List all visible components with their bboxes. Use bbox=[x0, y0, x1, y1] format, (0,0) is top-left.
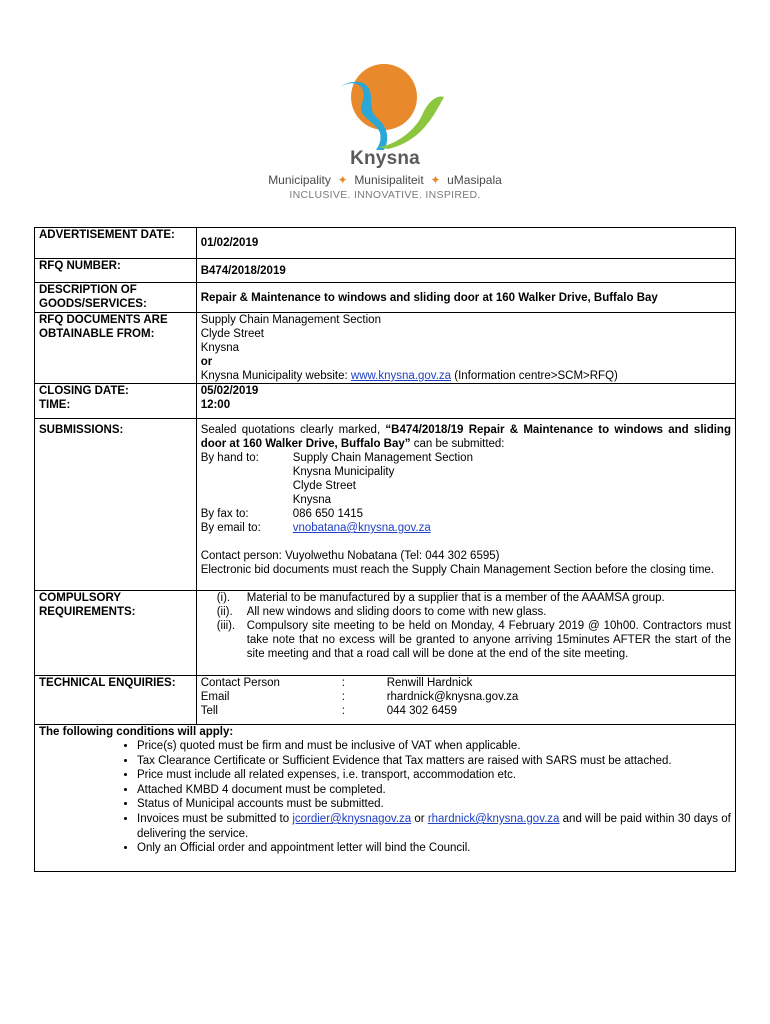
list-item: • Only an Official order and appointment letter will bind the Council. bbox=[137, 841, 731, 856]
compulsory-value bbox=[196, 591, 735, 676]
submission-email-link[interactable]: vnobatana@knysna.gov.za bbox=[292, 522, 431, 534]
rfq-number-label: RFQ NUMBER: bbox=[35, 259, 197, 283]
diamond-icon: ✦ bbox=[427, 173, 444, 187]
item-text: Compulsory site meeting to be held on Monday, 4 February 2019 @ 10h00. Contractors must take note that no excess will be granted to anyone arriving 15minutes AFTER the start of the site meeting and that a road call will be done at the end of the site meeting. bbox=[246, 620, 731, 660]
submissions-contact: Contact person: Vuyolwethu Nobatana (Tel: 044 302 6595) bbox=[200, 550, 500, 562]
list-item: • Status of Municipal accounts must be submitted. bbox=[137, 797, 731, 812]
item-number: (i). bbox=[216, 592, 231, 604]
submissions-methods bbox=[201, 451, 731, 535]
list-item: • Price(s) quoted must be firm and must be inclusive of VAT when applicable. bbox=[137, 739, 731, 754]
logo-name: Knysna bbox=[350, 148, 420, 169]
documents-or: or bbox=[200, 356, 213, 368]
technical-sep: : bbox=[341, 677, 345, 689]
closing-time-label: TIME: bbox=[39, 399, 71, 411]
submissions-intro bbox=[201, 423, 731, 451]
table-row bbox=[35, 591, 736, 676]
list-item: • Attached KMBD 4 document must be completed. bbox=[137, 783, 731, 798]
technical-phone-value: 044 302 6459 bbox=[386, 705, 458, 717]
website-link[interactable]: www.knysna.gov.za bbox=[350, 370, 452, 382]
documents-label: RFQ DOCUMENTS ARE OBTAINABLE FROM: bbox=[35, 313, 197, 384]
technical-sep: : bbox=[341, 705, 345, 717]
logo-lang-1: Municipality bbox=[268, 173, 331, 187]
hand-line: Knysna Municipality bbox=[292, 466, 395, 478]
table-row bbox=[35, 384, 736, 419]
table-row bbox=[35, 725, 736, 872]
logo-tagline: INCLUSIVE. INNOVATIVE. INSPIRED. bbox=[289, 189, 481, 201]
compulsory-list bbox=[201, 591, 731, 661]
invoice-mid: or bbox=[411, 812, 428, 825]
technical-key: Contact Person bbox=[200, 677, 280, 689]
documents-line: Knysna bbox=[200, 342, 240, 354]
list-item bbox=[216, 619, 731, 661]
closing-value bbox=[196, 384, 735, 419]
conditions-list bbox=[39, 739, 731, 856]
fax-number: 086 650 1415 bbox=[292, 508, 364, 520]
submissions-label: SUBMISSIONS: bbox=[35, 419, 197, 591]
diamond-icon: ✦ bbox=[334, 173, 351, 187]
item-text: All new windows and sliding doors to come with new glass. bbox=[246, 606, 547, 618]
item-number: (ii). bbox=[216, 606, 233, 618]
invoice-email-link-1[interactable]: jcordier@knysnagov.za bbox=[292, 812, 412, 825]
technical-grid bbox=[201, 676, 731, 718]
documents-line: Supply Chain Management Section bbox=[200, 314, 381, 326]
documents-line: Clyde Street bbox=[200, 328, 264, 340]
list-item bbox=[137, 812, 731, 841]
documents-website bbox=[201, 369, 731, 383]
table-row bbox=[35, 313, 736, 384]
technical-contact-value: Renwill Hardnick bbox=[386, 677, 473, 689]
documents-value bbox=[196, 313, 735, 384]
hand-line: Clyde Street bbox=[292, 480, 356, 492]
technical-sep: : bbox=[341, 691, 345, 703]
logo-languages bbox=[0, 173, 770, 187]
submissions-marking: “B474/2018/19 Repair & Maintenance to windows and sliding door at 160 Walker Drive, Buffalo Bay” bbox=[200, 424, 731, 450]
submissions-electronic: Electronic bid documents must reach the Supply Chain Management Section before the closing time. bbox=[200, 564, 714, 576]
list-item bbox=[216, 591, 731, 605]
hand-address bbox=[293, 451, 731, 507]
invoice-email-link-2[interactable]: rhardnick@knysna.gov.za bbox=[427, 812, 560, 825]
description-value: Repair & Maintenance to windows and sliding door at 160 Walker Drive, Buffalo Bay bbox=[196, 283, 735, 313]
logo-lang-3: uMasipala bbox=[447, 173, 502, 187]
table-row bbox=[35, 259, 736, 283]
technical-email-value: rhardnick@knysna.gov.za bbox=[386, 691, 519, 703]
rfq-table bbox=[34, 227, 736, 872]
logo-lang-2: Munisipaliteit bbox=[354, 173, 424, 187]
description-label: DESCRIPTION OF GOODS/SERVICES: bbox=[35, 283, 197, 313]
closing-date-value: 05/02/2019 bbox=[200, 385, 259, 397]
list-item: • Tax Clearance Certificate or Sufficient Evidence that Tax matters are raised with SARS must be attached. bbox=[137, 754, 731, 769]
submissions-intro-text: Sealed quotations clearly marked, bbox=[200, 424, 386, 436]
table-row bbox=[35, 419, 736, 591]
table-row bbox=[35, 676, 736, 725]
table-row bbox=[35, 283, 736, 313]
technical-key: Tell bbox=[200, 705, 218, 717]
submissions-value bbox=[196, 419, 735, 591]
conditions-cell bbox=[35, 725, 736, 872]
invoice-suffix: and will be paid within 30 days of delivering the service. bbox=[137, 812, 731, 840]
technical-label: TECHNICAL ENQUIRIES: bbox=[35, 676, 197, 725]
website-suffix: (Information centre>SCM>RFQ) bbox=[451, 370, 618, 382]
submissions-intro-end: can be submitted: bbox=[410, 438, 505, 450]
hand-line: Knysna bbox=[292, 494, 332, 506]
closing-label bbox=[35, 384, 197, 419]
technical-key: Email bbox=[200, 691, 230, 703]
closing-time-value: 12:00 bbox=[200, 399, 231, 411]
conditions-title: The following conditions will apply: bbox=[39, 726, 234, 738]
website-prefix: Knysna Municipality website: bbox=[200, 370, 351, 382]
compulsory-label: COMPULSORY REQUIREMENTS: bbox=[35, 591, 197, 676]
hand-label: By hand to: bbox=[200, 452, 259, 464]
table-row bbox=[35, 228, 736, 259]
knysna-logo bbox=[0, 55, 770, 205]
technical-value bbox=[196, 676, 735, 725]
invoice-prefix: Invoices must be submitted to bbox=[137, 812, 293, 825]
list-item bbox=[216, 605, 731, 619]
knysna-emblem-icon bbox=[318, 55, 448, 150]
rfq-number-value: B474/2018/2019 bbox=[196, 259, 735, 283]
item-number: (iii). bbox=[216, 620, 236, 632]
item-text: Material to be manufactured by a supplier that is a member of the AAAMSA group. bbox=[246, 592, 665, 604]
email-label: By email to: bbox=[200, 522, 261, 534]
fax-label: By fax to: bbox=[200, 508, 249, 520]
advert-date-value: 01/02/2019 bbox=[196, 228, 735, 259]
list-item: • Price must include all related expenses, i.e. transport, accommodation etc. bbox=[137, 768, 731, 783]
hand-line: Supply Chain Management Section bbox=[292, 452, 473, 464]
closing-date-label: CLOSING DATE: bbox=[39, 385, 129, 397]
advert-date-label: ADVERTISEMENT DATE: bbox=[35, 228, 197, 259]
